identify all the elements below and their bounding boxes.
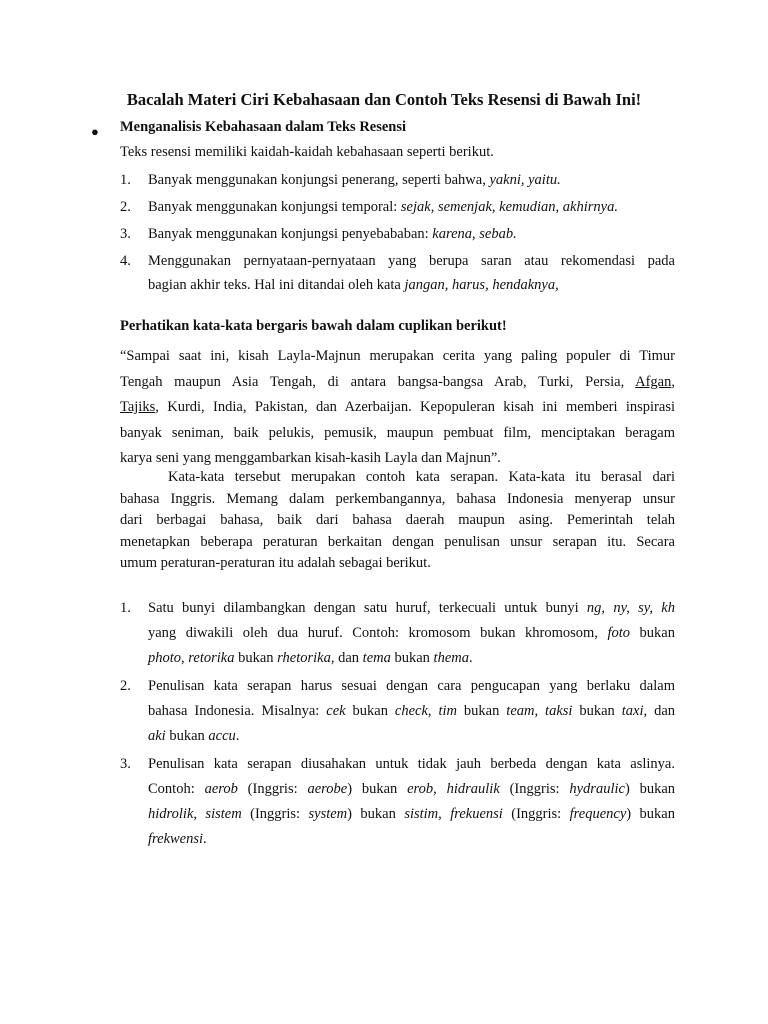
list-number: 2. bbox=[120, 199, 131, 215]
list-text: , dan bbox=[330, 650, 363, 666]
list-italic-text: aki bbox=[148, 728, 166, 744]
list-text: bukan bbox=[572, 703, 622, 719]
list-text: Penulisan kata serapan diusahakan untuk tidak jauh berbeda dengan kata aslinya. bbox=[148, 756, 675, 772]
list-text: ) bukan bbox=[347, 806, 405, 822]
list-italic-text: rhetorika bbox=[277, 650, 331, 666]
list-italic-text: taksi bbox=[545, 703, 573, 719]
list-item bbox=[120, 168, 675, 192]
list-item bbox=[120, 596, 675, 671]
quote-line: , bbox=[671, 373, 675, 390]
quote-line: , Kurdi, India, Pakistan, dan Azerbaijan. Kepopuleran kisah ini memberi inspirasi bbox=[155, 399, 675, 415]
list-italic-text: frekwensi bbox=[148, 831, 204, 847]
list-text: bukan bbox=[390, 650, 434, 666]
list-item bbox=[120, 674, 675, 749]
list-text: (Inggris: bbox=[502, 806, 570, 822]
list-italic-text: cek bbox=[326, 703, 346, 719]
list-text: (Inggris: bbox=[241, 806, 309, 822]
language-features-list bbox=[120, 168, 675, 297]
list-item bbox=[120, 222, 675, 246]
list-number: 2. bbox=[120, 678, 131, 694]
loanword-rules-list bbox=[120, 596, 675, 852]
list-italic-text: check bbox=[394, 703, 428, 719]
list-number: 3. bbox=[120, 756, 131, 772]
section-heading: Menganalisis Kebahasaan dalam Teks Resensi bbox=[120, 119, 407, 135]
list-italic-text: ng, ny, sy, kh bbox=[586, 600, 675, 616]
quote-line: karya seni yang menggambarkan kisah-kasih Layla dan Majnun”. bbox=[120, 450, 501, 466]
list-italic-text: system bbox=[308, 806, 348, 822]
paragraph-line: Kata-kata tersebut merupakan contoh kata serapan. Kata-kata itu berasal dari bbox=[168, 469, 675, 485]
list-text: . bbox=[235, 728, 240, 744]
list-italic-text: tema bbox=[362, 650, 391, 666]
list-italic-text: aerob bbox=[204, 781, 238, 797]
list-text: bagian akhir teks. Hal ini ditandai oleh kata bbox=[148, 277, 405, 293]
quote-line: banyak seniman, baik pelukis, pemusik, maupun pembuat film, menciptakan beragam bbox=[120, 424, 675, 441]
list-italic-text: frequency bbox=[569, 806, 627, 822]
list-text: . bbox=[468, 650, 473, 666]
underlined-word: Afgan bbox=[635, 373, 672, 390]
quote-line: Tengah maupun Asia Tengah, di antara bangsa-bangsa Arab, Turki, Persia, bbox=[120, 373, 636, 390]
list-text: ) bukan bbox=[626, 806, 675, 822]
quote-passage bbox=[120, 344, 675, 472]
list-number: 1. bbox=[120, 172, 131, 188]
list-text: Banyak menggunakan konjungsi temporal: bbox=[148, 199, 401, 215]
list-italic-text: yakni, yaitu. bbox=[489, 172, 561, 188]
paragraph-line: umum peraturan-peraturan itu adalah sebagai berikut. bbox=[120, 555, 431, 571]
list-italic-text: tim bbox=[438, 703, 457, 719]
list-text: Contoh: bbox=[148, 781, 205, 797]
list-text: Banyak menggunakan konjungsi penerang, seperti bahwa, bbox=[148, 172, 490, 188]
list-text: , bbox=[534, 703, 546, 719]
list-item bbox=[120, 249, 675, 297]
sub-heading: Perhatikan kata-kata bergaris bawah dalam cuplikan berikut! bbox=[120, 318, 507, 334]
list-text: bahasa Indonesia. Misalnya: bbox=[148, 703, 327, 719]
explanation-paragraph bbox=[120, 467, 675, 575]
list-italic-text: accu bbox=[208, 728, 236, 744]
list-text: ) bukan bbox=[624, 781, 676, 797]
list-italic-text: foto bbox=[607, 625, 631, 641]
list-italic-text: hydraulic bbox=[569, 781, 625, 797]
list-italic-text: retorika bbox=[188, 650, 235, 666]
list-italic-text: hidrolik, sistem bbox=[148, 806, 242, 822]
list-italic-text: karena, sebab. bbox=[432, 226, 517, 242]
paragraph-line: bahasa Inggris. Memang dalam perkembangannya, bahasa Indonesia menyerap unsur bbox=[120, 490, 675, 507]
list-text: , bbox=[181, 650, 189, 666]
paragraph-line: menetapkan beberapa peraturan berkaitan dengan penulisan unsur serapan itu. Secara bbox=[120, 533, 675, 550]
list-text: yang diwakili oleh dua huruf. Contoh: kromosom bukan khromosom, bbox=[148, 625, 608, 641]
list-italic-text: taxi bbox=[621, 703, 644, 719]
list-text: bukan bbox=[345, 703, 395, 719]
list-italic-text: team bbox=[506, 703, 535, 719]
quote-line: “Sampai saat ini, kisah Layla-Majnun merupakan cerita yang paling populer di Timur bbox=[120, 348, 675, 364]
list-text: Penulisan kata serapan harus sesuai dengan cara pengucapan yang berlaku dalam bbox=[148, 678, 675, 694]
list-number: 4. bbox=[120, 253, 131, 269]
list-text: , dan bbox=[643, 703, 675, 719]
page-title: Bacalah Materi Ciri Kebahasaan dan Contoh Teks Resensi di Bawah Ini! bbox=[126, 90, 642, 109]
list-italic-text: erob, hidraulik bbox=[407, 781, 500, 797]
list-text: bukan bbox=[456, 703, 507, 719]
list-italic-text: photo bbox=[148, 650, 182, 666]
list-italic-text: sejak, semenjak, kemudian, akhirnya. bbox=[400, 199, 618, 215]
list-item bbox=[120, 195, 675, 219]
bullet-icon: ● bbox=[91, 124, 99, 139]
underlined-word: Tajiks bbox=[120, 399, 156, 415]
list-text: Banyak menggunakan konjungsi penyebababan: bbox=[148, 226, 433, 242]
list-italic-text: jangan, harus, hendaknya, bbox=[404, 277, 559, 293]
list-text: bukan bbox=[234, 650, 278, 666]
list-text: Satu bunyi dilambangkan dengan satu huruf, terkecuali untuk bunyi bbox=[148, 600, 587, 616]
list-number: 1. bbox=[120, 600, 131, 616]
list-italic-text: sistim, frekuensi bbox=[404, 806, 503, 822]
list-text: (Inggris: bbox=[237, 781, 308, 797]
list-text: (Inggris: bbox=[499, 781, 570, 797]
list-text: bukan bbox=[165, 728, 209, 744]
list-italic-text: aerobe bbox=[307, 781, 348, 797]
paragraph-line: dari berbagai bahasa, baik dari bahasa daerah maupun asing. Pemerintah telah bbox=[120, 512, 675, 528]
list-italic-text: thema bbox=[433, 650, 469, 666]
list-text: ) bukan bbox=[347, 781, 408, 797]
list-text: Menggunakan pernyataan-pernyataan yang berupa saran atau rekomendasi pada bbox=[148, 253, 675, 269]
list-text: bukan bbox=[630, 625, 675, 641]
list-text: . bbox=[203, 831, 207, 847]
intro-text: Teks resensi memiliki kaidah-kaidah kebahasaan seperti berikut. bbox=[120, 144, 494, 160]
list-text: , bbox=[427, 703, 439, 719]
list-item bbox=[120, 752, 675, 852]
list-number: 3. bbox=[120, 226, 131, 242]
